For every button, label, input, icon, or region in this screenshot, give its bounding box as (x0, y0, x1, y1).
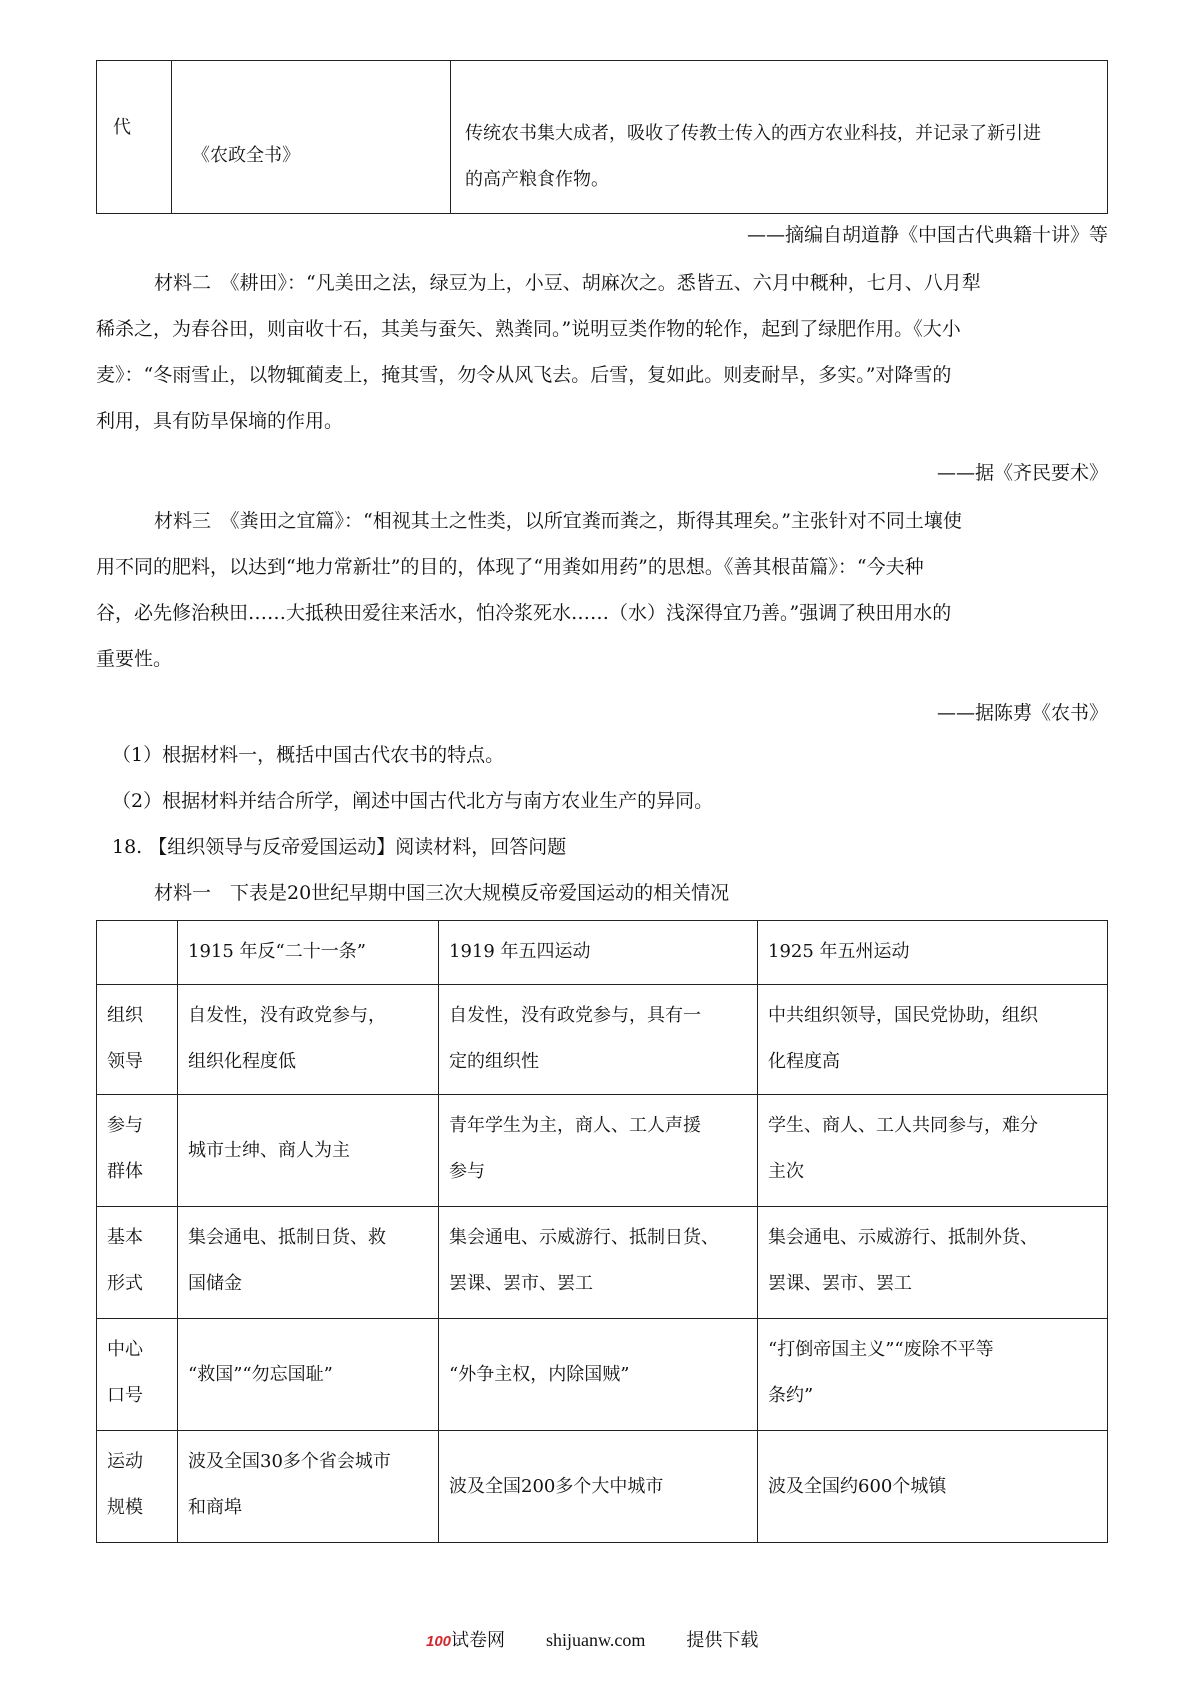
table-cell: 学生、商人、工人共同参与，难分 主次 (758, 1095, 1108, 1207)
table-cell: 自发性，没有政党参与，具有一 定的组织性 (439, 985, 758, 1095)
row-label: 中心 口号 (97, 1319, 178, 1431)
material-2-line4: 利用，具有防旱保墒的作用。 (96, 410, 344, 432)
table-cell: 波及全国30多个省会城市 和商埠 (178, 1431, 439, 1543)
movement-table-header (97, 921, 1108, 985)
table-header-cell (97, 921, 178, 985)
table-row (97, 1207, 1108, 1319)
question-18-title: 18. 【组织领导与反帝爱国运动】阅读材料，回答问题 (112, 836, 567, 858)
table-row (97, 985, 1108, 1095)
row-label: 基本 形式 (97, 1207, 178, 1319)
table-cell: 自发性，没有政党参与， 组织化程度低 (178, 985, 439, 1095)
top-table-col3-line1: 传统农书集大成者，吸收了传教士传入的西方农业科技，并记录了新引进 (465, 123, 1041, 144)
site-name: 试卷网 (451, 1630, 506, 1650)
material-3-line1: 材料三 《粪田之宜篇》：“相视其土之性类，以所宜粪而粪之，斯得其理矣。”主张针对不同土壤使 (154, 510, 962, 532)
movement-table (96, 920, 1108, 1543)
material-3-line4: 重要性。 (96, 648, 173, 670)
table-cell: 集会通电、示威游行、抵制外货、 罢课、罢市、罢工 (758, 1207, 1108, 1319)
table-cell: 青年学生为主，商人、工人声援 参与 (439, 1095, 758, 1207)
table-cell: 集会通电、示威游行、抵制日货、 罢课、罢市、罢工 (439, 1207, 758, 1319)
table-row (97, 1431, 1108, 1543)
table-header-cell: 1919 年五四运动 (439, 921, 758, 985)
table-row (97, 1095, 1108, 1207)
table-header-cell: 1925 年五州运动 (758, 921, 1108, 985)
material-3 (96, 498, 1116, 682)
site-logo: 100 (426, 1633, 452, 1650)
page-footer (426, 1626, 846, 1652)
question-18-material-1: 材料一 下表是20世纪早期中国三次大规模反帝爱国运动的相关情况 (154, 882, 730, 904)
table-cell: 集会通电、抵制日货、救 国储金 (178, 1207, 439, 1319)
site-url[interactable]: shijuanw.com (546, 1630, 646, 1650)
top-table-col3 (451, 61, 1108, 214)
row-label: 运动 规模 (97, 1431, 178, 1543)
table-cell: “打倒帝国主义”“废除不平等 条约” (758, 1319, 1108, 1431)
row-label: 参与 群体 (97, 1095, 178, 1207)
table-header-cell: 1915 年反“二十一条” (178, 921, 439, 985)
material-2-line2: 稀杀之，为春谷田，则亩收十石，其美与蚕矢、熟粪同。”说明豆类作物的轮作，起到了绿肥作用。《大小 (96, 318, 961, 340)
table-cell: “外争主权，内除国贼” (439, 1319, 758, 1431)
material-2 (96, 260, 1116, 444)
top-table (96, 60, 1108, 214)
table-row (97, 1319, 1108, 1431)
question-2: （2）根据材料并结合所学，阐述中国古代北方与南方农业生产的异同。 (112, 790, 714, 812)
table-cell: 波及全国200多个大中城市 (439, 1431, 758, 1543)
source-hudaojing: ——摘编自胡道静《中国古代典籍十讲》等 (746, 224, 1108, 246)
table-cell: 中共组织领导，国民党协助，组织 化程度高 (758, 985, 1108, 1095)
top-table-col1: 代 (97, 61, 172, 214)
top-table-col2: 《农政全书》 (172, 61, 451, 214)
table-cell: 波及全国约600个城镇 (758, 1431, 1108, 1543)
source-qiminyaoshu: ——据《齐民要术》 (936, 462, 1108, 484)
row-label: 组织 领导 (97, 985, 178, 1095)
table-cell: 城市士绅、商人为主 (178, 1095, 439, 1207)
download-text: 提供下载 (686, 1630, 759, 1650)
table-cell: “救国”“勿忘国耻” (178, 1319, 439, 1431)
material-3-line2: 用不同的肥料，以达到“地力常新壮”的目的，体现了“用粪如用药”的思想。《善其根苗篇》：“今夫种 (96, 556, 924, 578)
material-3-line3: 谷，必先修治秧田……大抵秧田爱往来活水，怕冷浆死水……（水）浅深得宜乃善。”强调了秧田用水的 (96, 602, 952, 624)
top-table-col3-line2: 的高产粮食作物。 (465, 169, 609, 190)
source-nongshu: ——据陈旉《农书》 (936, 702, 1108, 724)
material-2-line3: 麦》：“冬雨雪止，以物辄蔺麦上，掩其雪，勿令从风飞去。后雪，复如此。则麦耐旱，多实。”对降雪的 (96, 364, 952, 386)
question-1: （1）根据材料一，概括中国古代农书的特点。 (112, 744, 505, 766)
material-2-line1: 材料二 《耕田》：“凡美田之法，绿豆为上，小豆、胡麻次之。悉皆五、六月中穊种，七月、八月犁 (154, 272, 981, 294)
